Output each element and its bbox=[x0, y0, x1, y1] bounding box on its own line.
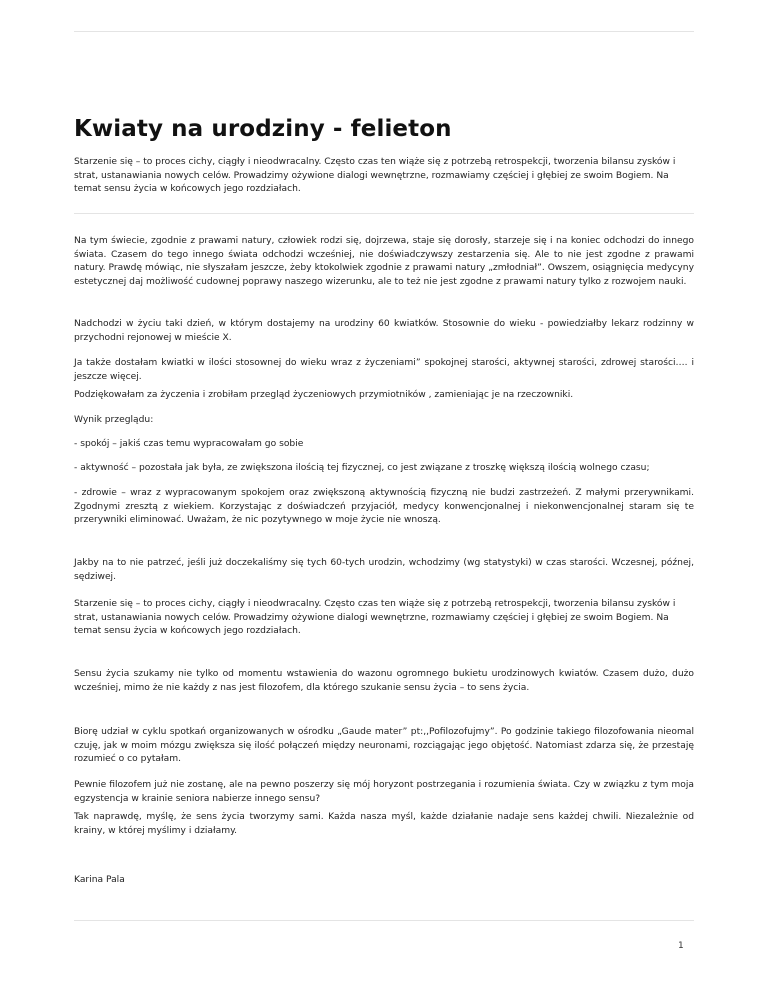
paragraph-9: Jakby na to nie patrzeć, jeśli już doczekaliśmy się tych 60-tych urodzin, wchodzimy (wg statystyki) w czas starości. Wczesnej, późnej, sędziwej. bbox=[74, 558, 694, 582]
list-item-spokoj: - spokój – jakiś czas temu wypracowałam go sobie bbox=[74, 439, 304, 449]
paragraph-2: Nadchodzi w życiu taki dzień, w którym dostajemy na urodziny 60 kwiatków. Stosownie do wieku - powiedziałby lekarz rodzinny w przychodni rejonowej w mieście X. bbox=[74, 319, 694, 343]
list-item-zdrowie: - zdrowie – wraz z wypracowanym spokojem oraz zwiększoną aktywnością fizyczną nie budzi zastrzeżeń. Z małymi przerywnikami. Zgodnymi zresztą z wiekiem. Korzystając z doświadczeń przyjaciół, medycy konwencjonalnej i niekonwencjonalnej staram się te przerywniki eliminować. Uważam, że nic pozytywnego w moje życie nie wnoszą. bbox=[74, 488, 694, 525]
section-divider bbox=[74, 213, 694, 214]
top-divider bbox=[74, 31, 694, 32]
footer-divider bbox=[74, 920, 694, 921]
list-item-aktywnosc: - aktywność – pozostała jak była, ze zwiększona ilością tej fizycznej, co jest związane z troszkę większą ilością wolnego czasu; bbox=[74, 463, 650, 473]
page-number: 1 bbox=[678, 941, 684, 951]
paragraph-12: Biorę udział w cyklu spotkań organizowanych w ośrodku „Gaude mater” pt:,,Pofilozofujmy”. Po godzinie takiego filozofowania nieomal czuję, jak w moim mózgu zwiększa się ilość połączeń między neuronami, rozciągając jego objętość. Natomiast zdarza się, że przestaję rozumieć o co pytałam. bbox=[74, 727, 694, 764]
paragraph-5: Wynik przeglądu: bbox=[74, 415, 154, 425]
paragraph-10: Starzenie się – to proces cichy, ciągły i nieodwracalny. Często czas ten wiąże się z potrzebą retrospekcji, tworzenia bilansu zysków i strat, ustanawiania nowych celów. Prowadzimy ożywione dialogi wewnętrzne, rozmawiamy częściej i głębiej ze swoim Bogiem. Na temat sensu życia w końcowych jego rozdziałach. bbox=[74, 599, 676, 636]
paragraph-13: Pewnie filozofem już nie zostanę, ale na pewno poszerzy się mój horyzont postrzegania i rozumienia świata. Czy w związku z tym moja egzystencja w krainie seniora nabierze innego sensu? bbox=[74, 780, 694, 804]
paragraph-1: Na tym świecie, zgodnie z prawami natury, człowiek rodzi się, dojrzewa, staje się dorosły, starzeje się i na koniec odchodzi do innego świata. Czasem do tego innego świata odchodzi wcześniej, nie doświadczywszy zestarzenia się. Ale to nie jest zgodne z prawami natury. Prawdę mówiąc, nie słyszałam jeszcze, żeby ktokolwiek zgodnie z prawami natury „zmłodniał”. Owszem, osiągnięcia medycyny estetycznej daj możliwość cudownej poprawy naszego wizerunku, ale to też nie jest zgodne z prawami natury tylko z rozwojem nauki. bbox=[74, 236, 694, 287]
page-title: Kwiaty na urodziny - felieton bbox=[74, 116, 452, 142]
author-signature: Karina Pala bbox=[74, 875, 125, 885]
paragraph-11: Sensu życia szukamy nie tylko od momentu wstawienia do wazonu ogromnego bukietu urodzinowych kwiatów. Czasem dużo, dużo wcześniej, mimo że nie każdy z nas jest filozofem, dla którego szukanie sensu życia – to sens życia. bbox=[74, 669, 694, 693]
paragraph-3: Ja także dostałam kwiatki w ilości stosownej do wieku wraz z życzeniami” spokojnej starości, aktywnej starości, zdrowej starości…. i jeszcze więcej. bbox=[74, 358, 694, 382]
paragraph-14: Tak naprawdę, myślę, że sens życia tworzymy sami. Każda nasza myśl, każde działanie nadaje sens każdej chwili. Niezależnie od krainy, w której myślimy i działamy. bbox=[74, 812, 694, 836]
intro-paragraph: Starzenie się – to proces cichy, ciągły i nieodwracalny. Często czas ten wiąże się z potrzebą retrospekcji, tworzenia bilansu zysków i strat, ustanawiania nowych celów. Prowadzimy ożywione dialogi wewnętrzne, rozmawiamy częściej i głębiej ze swoim Bogiem. Na temat sensu życia w końcowych jego rozdziałach. bbox=[74, 157, 676, 194]
paragraph-4: Podziękowałam za życzenia i zrobiłam przegląd życzeniowych przymiotników , zamieniając je na rzeczowniki. bbox=[74, 390, 574, 400]
